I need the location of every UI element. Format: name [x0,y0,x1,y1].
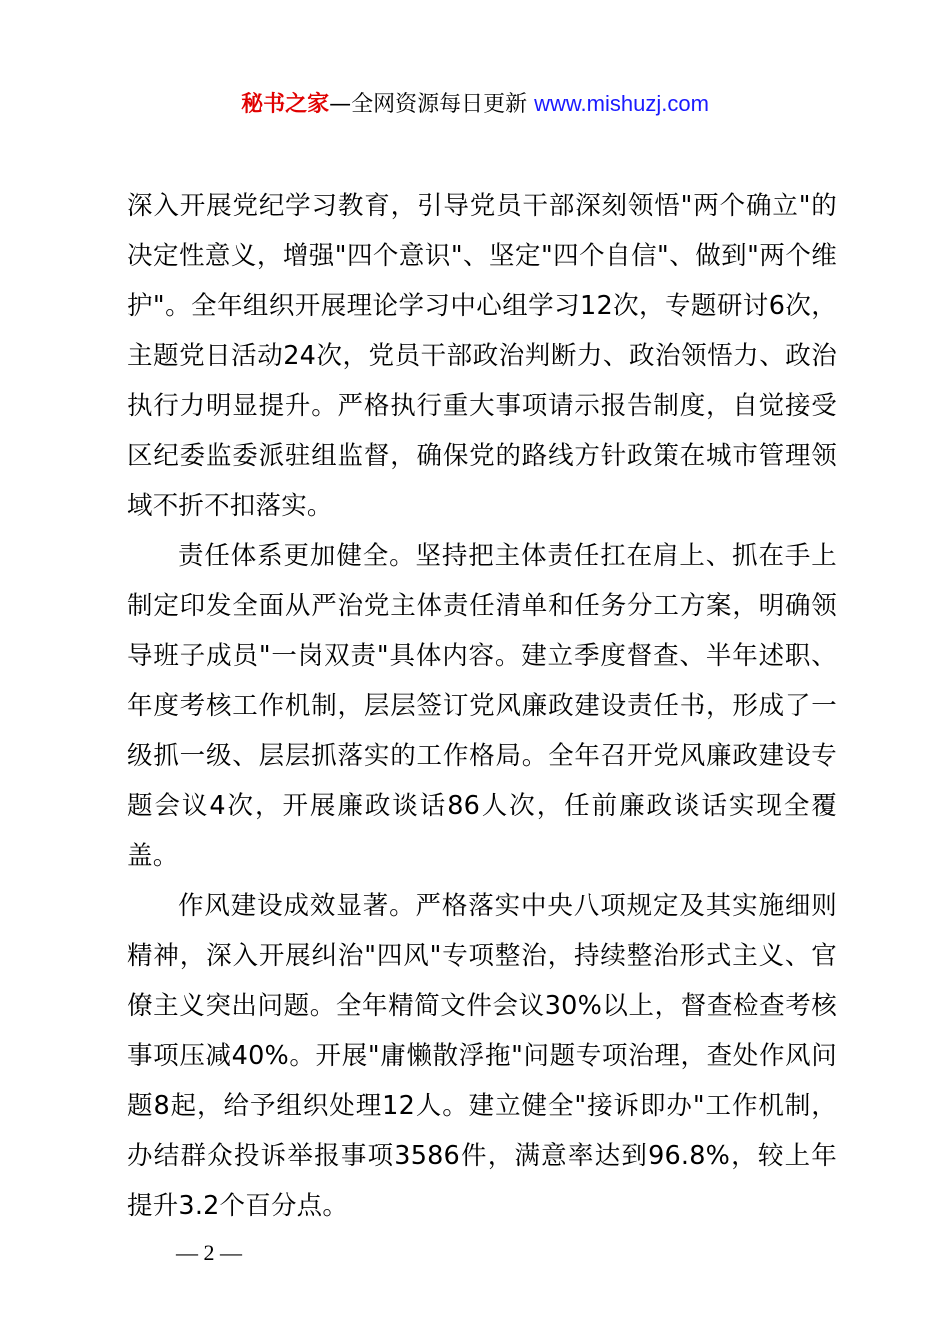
paragraph-work-style: 作风建设成效显著。严格落实中央八项规定及其实施细则精神，深入开展纠治"四风"专项整治，持续整治形式主义、官僚主义突出问题。全年精简文件会议30%以上，督查检查考核事项压减40%。开展"庸懒散浮拖"问题专项治理，查处作风问题8起，给予组织处理12人。建立健全"接诉即办"工作机制，办结群众投诉举报事项3586件，满意率达到96.8%，较上年提升3.2个百分点。 [127,891,837,1221]
paragraph-responsibility-system: 责任体系更加健全。坚持把主体责任扛在肩上、抓在手上制定印发全面从严治党主体责任清单和任务分工方案，明确领导班子成员"一岗双责"具体内容。建立季度督查、半年述职、年度考核工作机制，层层签订党风廉政建设责任书，形成了一级抓一级、层层抓落实的工作格局。全年召开党风廉政建设专题会议4次，开展廉政谈话86人次，任前廉政谈话实现全覆盖。 [127,541,837,871]
document-body [127,181,837,1231]
site-brand: 秘书之家 [241,92,330,117]
site-url-link[interactable]: www.mishuzj.com [534,91,709,116]
page-header [0,88,950,121]
paragraph-continuation: 深入开展党纪学习教育，引导党员干部深刻领悟"两个确立"的决定性意义，增强"四个意识"、坚定"四个自信"、做到"两个维护"。全年组织开展理论学习中心组学习12次，专题研讨6次，主题党日活动24次，党员干部政治判断力、政治领悟力、政治执行力明显提升。严格执行重大事项请示报告制度，自觉接受区纪委监委派驻组监督，确保党的路线方针政策在城市管理领域不折不扣落实。 [127,191,837,521]
site-tagline: —全网资源每日更新 [329,92,535,117]
page-number: — 2 — [176,1240,242,1265]
